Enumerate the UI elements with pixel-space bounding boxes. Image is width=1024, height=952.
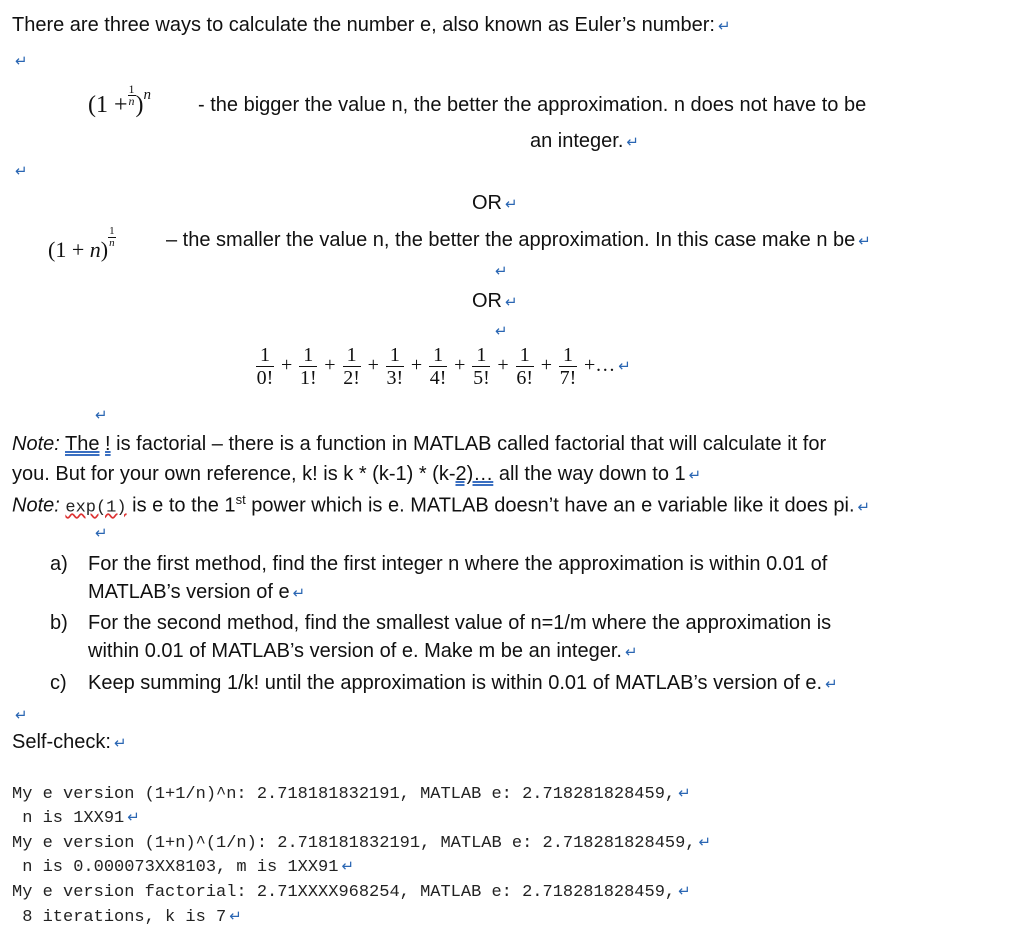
task-b-line1: For the second method, find the smallest value of n=1/m where the approximation is — [88, 612, 832, 634]
method1-description-cont — [530, 130, 639, 153]
note2-sup: st — [235, 492, 246, 507]
selfcheck-line: n is 1XX91 ↵ — [12, 808, 140, 829]
task-letter: c) — [50, 672, 67, 694]
note-line2-c: all the way down to 1 — [498, 463, 686, 485]
paragraph-mark-icon: ↵ — [857, 497, 871, 516]
series-term: $\frac{1}{1!}$ — [299, 344, 317, 389]
or-separator-2 — [472, 290, 518, 313]
selfcheck-title — [12, 731, 127, 754]
paragraph-mark-icon: ↵ — [292, 584, 306, 602]
paragraph-mark-icon: ↵ — [95, 406, 108, 424]
task-a-text — [88, 553, 827, 604]
series-term: $\frac{1}{4!}$ — [429, 344, 447, 389]
selfcheck-line: My e version (1+n)^(1/n): 2.718181832191, MATLAB e: 2.718281828459, ↵ — [12, 832, 712, 853]
task-b — [50, 612, 68, 635]
method1-desc-line2: an integer. — [530, 130, 624, 152]
task-letter: b) — [50, 612, 68, 634]
note2-text-b: power which is e. MATLAB doesn’t have an e variable like it does pi. — [251, 494, 855, 517]
note-label: Note: — [12, 433, 60, 455]
method2-desc-text: – the smaller the value n, the better the approximation. In this case make n be — [166, 229, 856, 251]
code-exp: exp(1) — [65, 498, 127, 518]
task-b-line2-wrap — [88, 640, 831, 663]
note-line2-b: 2)… — [455, 463, 494, 485]
note-bang: ! — [105, 433, 111, 455]
series-term: $\frac{1}{3!}$ — [386, 344, 404, 389]
series-term: $\frac{1}{6!}$ — [516, 344, 534, 389]
paragraph-mark-icon: ↵ — [624, 643, 638, 661]
formula-method1: (1 + $\frac{1}{n}$ )$^n$ — [88, 82, 152, 118]
paragraph-mark-icon: ↵ — [95, 524, 108, 542]
paragraph-mark-icon: ↵ — [505, 195, 518, 213]
factorial-series: $\frac{1}{0!}$ + $\frac{1}{1!}$ + $\frac{1}{2!}$ + $\frac{1}{3!}$ + $\frac{1}{4!}$ + $\frac{1}{5!}$ + $\frac{1}{6!}$ + $\frac{1}{7!}$ +… ↵ — [256, 344, 631, 389]
series-term: $\frac{1}{5!}$ — [473, 344, 490, 389]
method1-description: - the bigger the value n, the better the approximation. n does not have to be — [198, 94, 867, 116]
note-exp — [12, 492, 870, 518]
series-term: $\frac{1}{2!}$ — [343, 344, 360, 389]
paragraph-mark-icon: ↵ — [495, 262, 508, 280]
intro-paragraph — [12, 14, 731, 37]
note-factorial — [12, 433, 826, 456]
note-line2-a: you. But for your own reference, k! is k * (k-1) * (k- — [12, 463, 456, 485]
selfcheck-line: 8 iterations, k is 7 ↵ — [12, 906, 242, 927]
paragraph-mark-icon: ↵ — [15, 706, 28, 724]
note-the: The — [65, 433, 100, 455]
task-letter: a) — [50, 553, 68, 575]
note-factorial-line2 — [12, 463, 701, 486]
paragraph-mark-icon: ↵ — [717, 17, 731, 35]
paragraph-mark-icon: ↵ — [858, 232, 871, 250]
note-text: is factorial – there is a function in MATLAB called factorial that will calculate it for — [116, 433, 827, 455]
selfcheck-output — [12, 759, 711, 952]
note2-text-a: is e to the 1 — [132, 494, 236, 517]
series-term: $\frac{1}{7!}$ — [559, 344, 577, 389]
paragraph-mark-icon: ↵ — [495, 322, 508, 340]
exponent-one-over-n: $\frac{1}{n}$ — [109, 225, 115, 249]
task-a-line2-wrap — [88, 581, 827, 604]
selfcheck-line: My e version factorial: 2.71XXXX968254, MATLAB e: 2.718281828459, ↵ — [12, 881, 691, 902]
paragraph-mark-icon: ↵ — [626, 133, 639, 151]
task-b-text — [88, 612, 831, 663]
task-b-line2: within 0.01 of MATLAB’s version of e. Make m be an integer. — [88, 640, 622, 662]
paragraph-mark-icon: ↵ — [15, 162, 28, 180]
task-a-line1: For the first method, find the first integer n where the approximation is within 0.01 of — [88, 553, 828, 575]
selfcheck-title-text: Self-check: — [12, 731, 111, 753]
fraction-one-over-n: $\frac{1}{n}$ — [128, 82, 135, 108]
paragraph-mark-icon: ↵ — [113, 734, 127, 752]
formula-method2: (1 + n) $\frac{1}{n}$ — [48, 225, 115, 262]
selfcheck-line: My e version (1+1/n)^n: 2.718181832191, MATLAB e: 2.718281828459, ↵ — [12, 783, 691, 804]
paragraph-mark-icon: ↵ — [825, 675, 838, 693]
task-c — [50, 672, 67, 695]
task-c-text — [88, 672, 838, 695]
paragraph-mark-icon: ↵ — [618, 357, 631, 376]
selfcheck-line: n is 0.000073XX8103, m is 1XX91 ↵ — [12, 857, 355, 878]
task-a-line2: MATLAB’s version of e — [88, 581, 290, 603]
paragraph-mark-icon: ↵ — [505, 293, 518, 311]
paragraph-mark-icon: ↵ — [15, 52, 28, 70]
task-a — [50, 553, 68, 576]
note-label: Note: — [12, 494, 60, 517]
or-label: OR — [472, 192, 502, 214]
task-c-line1: Keep summing 1/k! until the approximation is within 0.01 of MATLAB’s version of e. — [88, 672, 823, 694]
paragraph-mark-icon: ↵ — [688, 466, 702, 484]
series-ellipsis: +… — [583, 354, 616, 377]
method2-description — [166, 229, 871, 252]
series-term: $\frac{1}{0!}$ — [256, 344, 274, 389]
or-separator-1 — [472, 192, 518, 215]
intro-text: There are three ways to calculate the number e, also known as Euler’s number: — [12, 14, 715, 36]
or-label: OR — [472, 290, 502, 312]
